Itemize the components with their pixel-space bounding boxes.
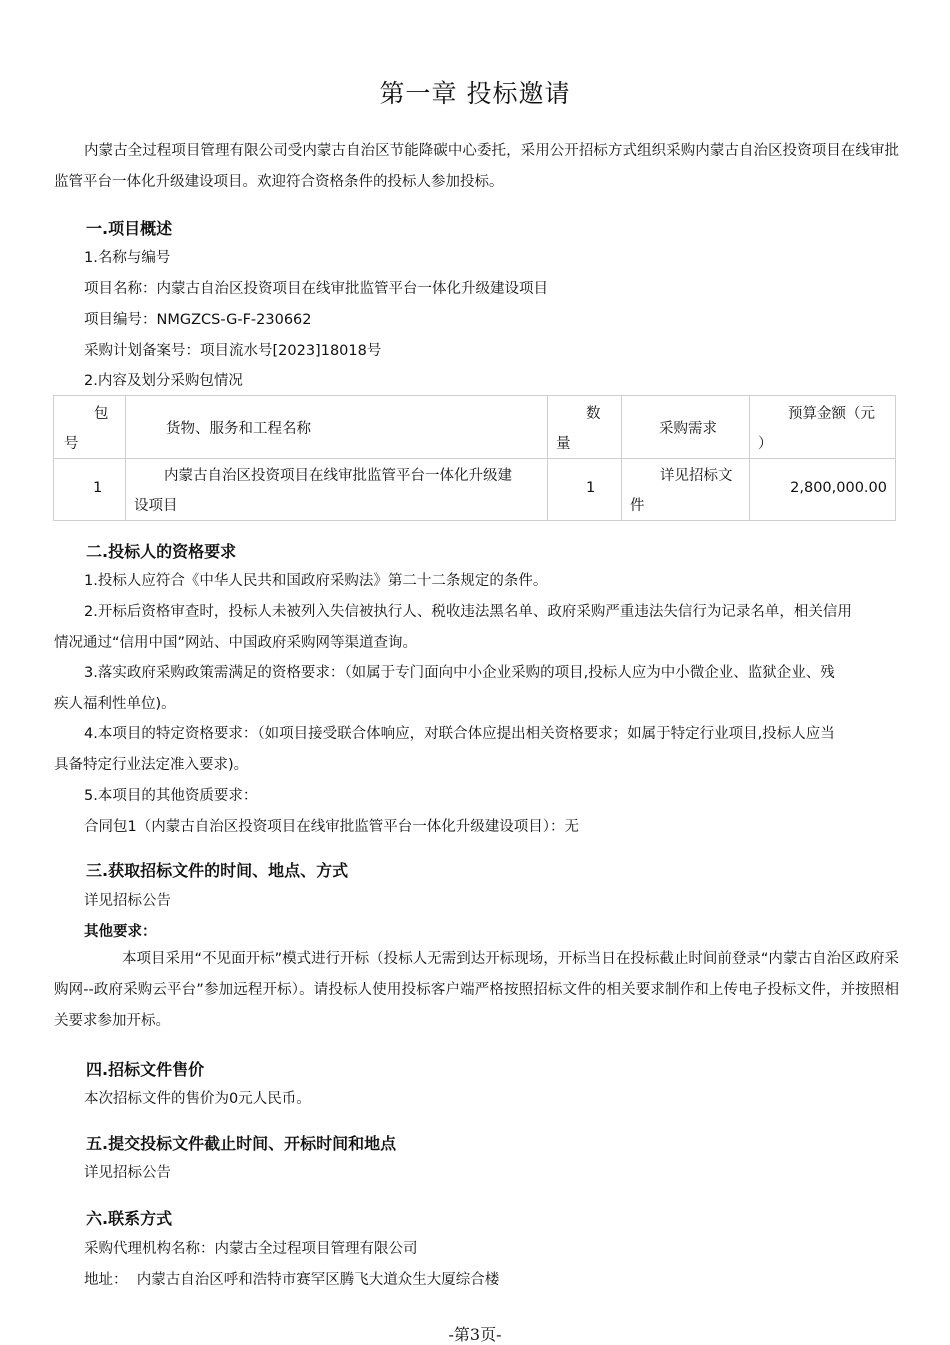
section-2-heading: 二.投标人的资格要求 [86,542,237,561]
header-quantity: 数 量 [548,396,622,459]
project-name: 项目名称：内蒙古自治区投资项目在线审批监管平台一体化升级建设项目 [84,281,548,297]
header-budget: 预算金额（元 ） [750,396,896,459]
section-3-line: 详见招标公告 [84,893,171,909]
page-number: -第3页- [448,1325,502,1344]
intro-paragraph: 内蒙古全过程项目管理有限公司受内蒙古自治区节能降碳中心委托，采用公开招标方式组织采购内蒙古自治区投资项目在线审批监管平台一体化升级建设项目。欢迎符合资格条件的投标人参加投标。 [54,143,899,190]
section-1-sub1: 1.名称与编号 [84,250,171,266]
other-requirements-text: 本项目采用“不见面开标”模式进行开标（投标人无需到达开标现场，开标当日在投标截止时间前登录“内蒙古自治区政府采购网--政府采购云平台”参加远程开标）。请投标人使用投标客户端严格按照招标文件的相关要求制作和上传电子投标文件，并按照相关要求参加开标。 [54,951,899,1029]
requirement-4-line-2: 具备特定行业法定准入要求)。 [54,757,249,773]
requirement-3-line-1: 3.落实政府采购政策需满足的资格要求：（如属于专门面向中小企业采购的项目,投标人应为中小微企业、监狱企业、残 [84,665,835,681]
requirement-1: 1.投标人应符合《中华人民共和国政府采购法》第二十二条规定的条件。 [84,573,548,589]
project-code: 项目编号：NMGZCS-G-F-230662 [84,312,312,328]
section-3-heading: 三.获取招标文件的时间、地点、方式 [86,861,349,880]
header-package: 包 号 [54,396,126,459]
package-table [53,395,896,521]
section-1-heading: 一.项目概述 [86,219,173,238]
cell-requirement: 详见招标文 件 [622,459,750,521]
section-6-heading: 六.联系方式 [86,1209,173,1228]
page-title: 第一章 投标邀请 [379,79,571,108]
cell-name: 内蒙古自治区投资项目在线审批监管平台一体化升级建 设项目 [126,459,548,521]
section-5-line: 详见招标公告 [84,1165,171,1181]
header-requirement: 采购需求 [622,396,750,459]
section-4-heading: 四.招标文件售价 [86,1060,205,1079]
table-row [54,459,896,521]
section-1-sub2: 2.内容及划分采购包情况 [84,373,243,389]
other-requirements-label: 其他要求： [84,924,157,940]
requirement-2-line-1: 2.开标后资格审查时，投标人未被列入失信被执行人、税收违法黑名单、政府采购严重违法失信行为记录名单，相关信用 [84,604,852,620]
section-4-line: 本次招标文件的售价为0元人民币。 [84,1091,311,1107]
requirement-4-line-1: 4.本项目的特定资格要求：（如项目接受联合体响应，对联合体应提出相关资格要求；如属于特定行业项目,投标人应当 [84,726,835,742]
agency-name: 采购代理机构名称：内蒙古全过程项目管理有限公司 [84,1241,418,1257]
requirement-5: 5.本项目的其他资质要求： [84,788,258,804]
cell-package: 1 [54,459,126,521]
plan-number: 采购计划备案号：项目流水号[2023]18018号 [84,343,382,359]
agency-address: 地址： 内蒙古自治区呼和浩特市赛罕区腾飞大道众生大厦综合楼 [84,1272,500,1288]
cell-budget: 2,800,000.00 [750,459,896,521]
requirement-2-line-2: 情况通过“信用中国”网站、中国政府采购网等渠道查询。 [54,635,418,651]
table-header-row [54,396,896,459]
cell-quantity: 1 [548,459,622,521]
header-name: 货物、服务和工程名称 [126,396,548,459]
section-5-heading: 五.提交投标文件截止时间、开标时间和地点 [86,1134,397,1153]
requirement-5-contract: 合同包1（内蒙古自治区投资项目在线审批监管平台一体化升级建设项目）：无 [84,819,579,835]
requirement-3-line-2: 疾人福利性单位)。 [54,696,176,712]
